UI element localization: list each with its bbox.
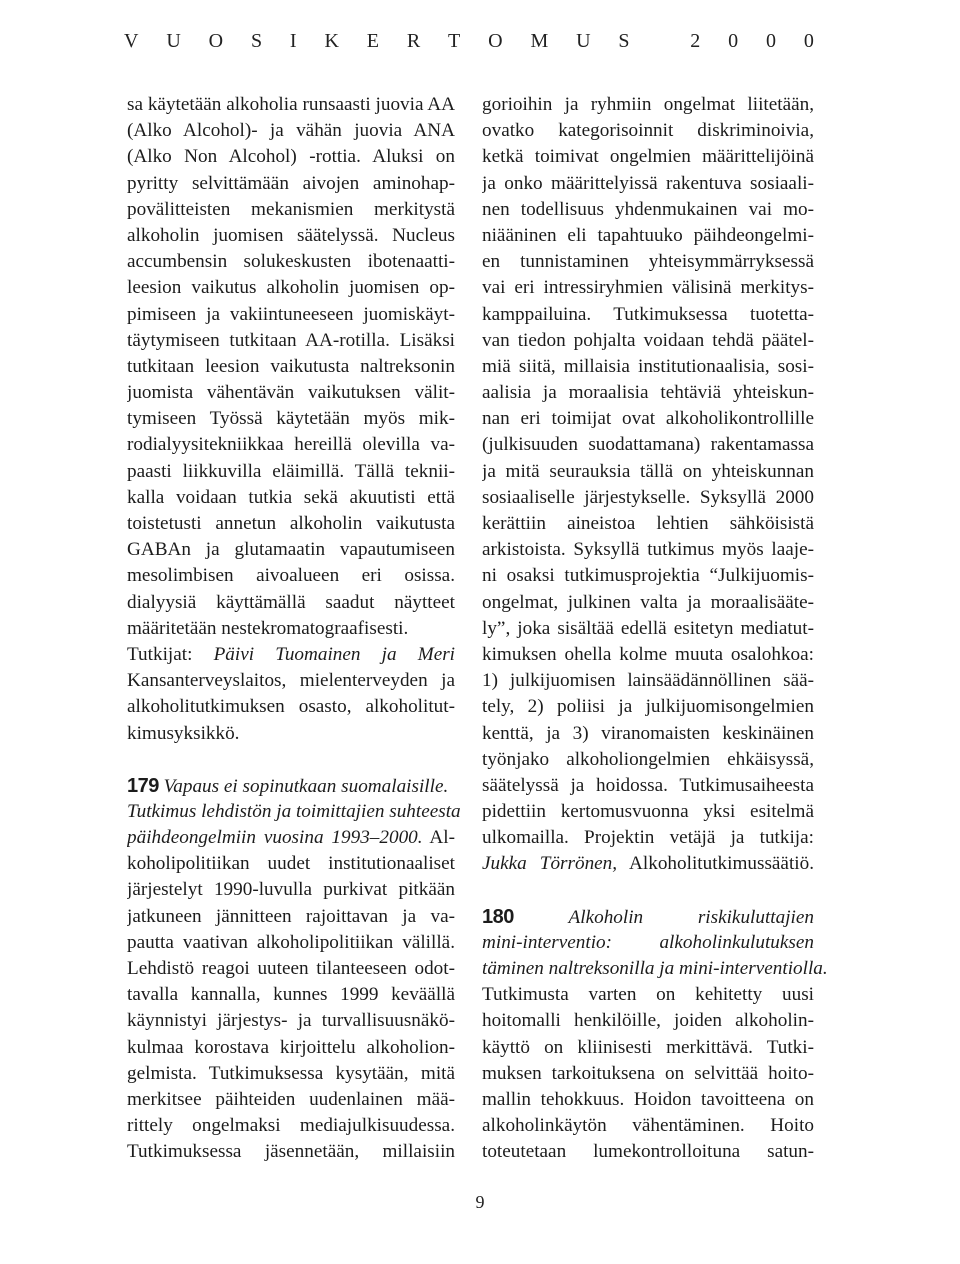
text-line: käyttö on kliinisesti merkittävä. Tutki- bbox=[482, 1036, 814, 1058]
entry-180-title-line bbox=[482, 904, 814, 930]
text-line: dialyysiä käyttämällä saadut näytteet bbox=[127, 591, 455, 613]
text-line: koholipolitiikan uudet institutionaaliset bbox=[127, 853, 455, 875]
text-line: sosiaaliselle järjestykselle. Syksyllä 2000 bbox=[482, 486, 814, 508]
text-line: ja mitä seurauksia tällä on yhteiskunnan bbox=[482, 460, 814, 482]
text-line: ulkomailla. Projektin vetäjä ja tutkija: bbox=[482, 827, 814, 849]
header-letter: 0 bbox=[765, 30, 776, 52]
entry-179-title-3: päihdeongelmiin vuosina 1993–2000. bbox=[127, 827, 423, 849]
header-letter: 0 bbox=[803, 30, 814, 52]
entry-180-body bbox=[482, 982, 814, 1165]
header-letter bbox=[657, 30, 662, 53]
project-leader-name: Jukka Törrönen, bbox=[482, 853, 618, 875]
entry-179 bbox=[127, 773, 461, 1166]
text-line: (Alko Alcohol)- ja vähän juovia ANA bbox=[127, 120, 455, 142]
project-leader-affiliation: Alkoholitutkimussäätiö. bbox=[617, 853, 814, 875]
text-line: käynnistyi järjestys- ja turvallisuusnäkö- bbox=[127, 1010, 455, 1032]
header-letter: O bbox=[488, 30, 503, 52]
text-line: Lehdistö reagoi uuteen tilanteeseen odot- bbox=[127, 958, 455, 979]
running-header bbox=[124, 30, 814, 53]
text-line: pidettiin kertomusvuonna yksi esitelmä bbox=[482, 801, 814, 823]
text-line: täytymiseen tutkitaan AA-rotilla. Lisäksi bbox=[127, 329, 455, 351]
header-letter: U bbox=[576, 30, 591, 52]
entry-179-title-2: Tutkimus lehdistön ja toimittajien suhteesta bbox=[127, 800, 461, 822]
header-letter: E bbox=[366, 30, 379, 52]
text-line: kimuksen ohella kolme muuta osalohkoa: bbox=[482, 643, 814, 665]
text-line: alkoholinkäytön vähentäminen. Hoito bbox=[482, 1115, 814, 1137]
text-line: vai eri intressiryhmien välisinä merkitys- bbox=[482, 277, 814, 299]
text-line: gelmista. Tutkimuksessa kysytään, mitä bbox=[127, 1062, 455, 1084]
text-line: Kansanterveyslaitos, mielenterveyden ja bbox=[127, 670, 455, 692]
text-line: pautta vaativan alkoholipolitiikan välillä. bbox=[127, 931, 455, 953]
text-line: kamppailuina. Tutkimuksessa tuotetta- bbox=[482, 303, 814, 325]
text-line: rodialyysitekniikkaa hereillä olevilla va- bbox=[127, 434, 455, 456]
credits-affiliation bbox=[127, 668, 455, 747]
text-line: Tutkimuksessa jäsennetään, millaisiin bbox=[127, 1141, 455, 1163]
text-line: tely, 2) poliisi ja julkijuomisongelmien bbox=[482, 696, 814, 718]
text-line: alkoholin juomisen säätelyssä. Nucleus bbox=[127, 224, 455, 246]
text-line: pyritty selvittämään aivojen aminohap- bbox=[127, 172, 455, 194]
entry-179-title-tail: Al- bbox=[422, 827, 455, 849]
entry-180-title-2: mini-interventio: alkoholinkulutuksen bbox=[482, 931, 814, 953]
entry-180-title-3: täminen naltreksonilla ja mini-interventiolla. bbox=[482, 958, 828, 979]
credits-label: Tutkijat: bbox=[127, 643, 214, 665]
text-line: van tiedon pohjalta voidaan tehdä päätel- bbox=[482, 329, 814, 351]
text-line: ovatko kategorisoinnit diskriminoivia, bbox=[482, 120, 814, 142]
credits-names: Päivi Tuomainen ja Meri bbox=[213, 643, 455, 665]
text-line: niääninen eli tapahtuuko päihdeongelmi- bbox=[482, 224, 814, 246]
entry-179-title-line-3 bbox=[127, 825, 455, 851]
text-line: ja onko määrittelyissä rakentuva sosiaali- bbox=[482, 172, 814, 194]
credits-line bbox=[127, 642, 455, 668]
header-letter: K bbox=[324, 30, 339, 52]
header-letter: U bbox=[166, 30, 181, 52]
header-letter: V bbox=[124, 30, 139, 52]
text-line: accumbensin solukeskusten ibotenaatti- bbox=[127, 251, 455, 273]
text-line: leesion vaikutus alkoholin juomisen op- bbox=[127, 277, 455, 299]
entry-179-body bbox=[127, 851, 455, 1165]
text-line: Tutkimusta varten on kehitetty uusi bbox=[482, 984, 814, 1006]
text-line: ketkä toimivat ongelmien määrittelijöinä bbox=[482, 146, 814, 168]
text-line: kimusyksikkö. bbox=[127, 722, 240, 744]
text-line: merkitsee päihteiden uudenlainen mää- bbox=[127, 1088, 455, 1110]
text-line: tymiseen Työssä käytetään myös mik- bbox=[127, 408, 455, 430]
left-paragraph bbox=[127, 92, 455, 642]
text-line: kenttä, ja 3) viranomaisten keskinäinen bbox=[482, 722, 814, 744]
text-line: kulmaa korostava kirjoittelu alkoholion- bbox=[127, 1036, 455, 1058]
text-line: ni osaksi tutkimusprojektia “Julkijuomis- bbox=[482, 565, 814, 587]
text-line: GABAn ja glutamaatin vapautumiseen bbox=[127, 539, 455, 561]
text-line: rittely ongelmaksi mediajulkisuudessa. bbox=[127, 1115, 455, 1137]
text-line: arkistoista. Syksyllä tutkimus myös laaje- bbox=[482, 539, 814, 561]
text-line: hoitomalli henkilöille, joiden alkoholin- bbox=[482, 1010, 814, 1032]
right-column bbox=[482, 92, 828, 1166]
text-line: mesolimbisen aivoalueen eri osissa. bbox=[127, 565, 455, 587]
header-letter: T bbox=[448, 30, 461, 52]
header-letter: S bbox=[618, 30, 630, 52]
text-line: määritetään nestekromatograafisesti. bbox=[127, 617, 409, 639]
text-line: paasti liikkuvilla eläimillä. Tällä teknii- bbox=[127, 460, 455, 482]
text-line: pimiseen ja vakiintuneeseen juomiskäyt- bbox=[127, 303, 455, 325]
text-line: muksen tarkoituksena on selvittää hoito- bbox=[482, 1062, 814, 1084]
text-line: ly”, joka sisältää edellä esitetyn mediatut- bbox=[482, 617, 814, 639]
header-letter: 2 bbox=[690, 30, 701, 52]
text-line: toteutetaan lumekontrolloituna satun- bbox=[482, 1141, 814, 1163]
page-number: 9 bbox=[475, 1192, 485, 1212]
entry-179-title-1: Vapaus ei sopinutkaan suomalaisille. bbox=[163, 775, 449, 797]
text-line: juomista vähentävän vaikutuksen välit- bbox=[127, 382, 455, 404]
text-line: jatkuneen jännitteen rajoittavan ja va- bbox=[127, 905, 455, 927]
text-line: nen todellisuus yhdenmukainen vai mo- bbox=[482, 198, 814, 220]
text-line: työnjako alkoholiongelmien ehkäisyssä, bbox=[482, 748, 814, 770]
text-line: (julkisuuden suodattamana) rakentamassa bbox=[482, 434, 814, 456]
text-line: nan eri toimijat ovat alkoholikontrollille bbox=[482, 408, 814, 430]
entry-179-number: 179 bbox=[127, 774, 159, 797]
header-letter: 0 bbox=[728, 30, 739, 52]
text-line: tavalla kannalla, kunnes 1999 keväällä bbox=[127, 984, 455, 1006]
text-line: gorioihin ja ryhmiin ongelmat liitetään, bbox=[482, 94, 814, 115]
text-line: 1) julkijuomisen lainsäädännöllinen sää- bbox=[482, 670, 814, 692]
text-line: en tunnistaminen yhteisymmärryksessä bbox=[482, 251, 814, 273]
project-leader-line bbox=[482, 851, 814, 877]
text-line: aalisia ja moraalisia tehtäviä yhteiskun- bbox=[482, 382, 814, 404]
text-line: miä siitä, millaisia institutionaalisia, sosi- bbox=[482, 355, 814, 377]
text-line: kalla voidaan tutkia sekä akuutisti että bbox=[127, 486, 455, 508]
header-letter: M bbox=[530, 30, 549, 52]
entry-180-title-1: Alkoholin riskikuluttajien bbox=[568, 906, 814, 928]
text-line: ongelmat, julkinen valta ja moraalisääte- bbox=[482, 591, 814, 613]
header-letter: R bbox=[406, 30, 421, 52]
text-line: järjestelyt 1990-luvulla purkivat pitkään bbox=[127, 879, 455, 901]
entry-179-title-line bbox=[127, 773, 455, 799]
text-line: kerättiin aineistoa lehtien sähköisistä bbox=[482, 513, 814, 534]
text-line: sa käytetään alkoholia runsaasti juovia AA bbox=[127, 94, 455, 115]
left-column bbox=[127, 92, 461, 1166]
text-line: toistetusti annetun alkoholin vaikutusta bbox=[127, 513, 455, 534]
entry-180 bbox=[482, 904, 828, 1166]
header-letter: S bbox=[250, 30, 263, 52]
header-letter: I bbox=[289, 30, 297, 52]
text-line: (Alko Non Alcohol) -rottia. Aluksi on bbox=[127, 146, 455, 168]
text-line: säätelyssä ja hoidossa. Tutkimusaiheesta bbox=[482, 774, 814, 796]
right-paragraph bbox=[482, 92, 814, 851]
text-line: tutkitaan leesion vaikutusta naltreksonin bbox=[127, 355, 455, 377]
header-letter: O bbox=[208, 30, 224, 52]
text-line: povälitteisten mekanismien merkitystä bbox=[127, 198, 455, 220]
text-line: mallin tehokkuus. Hoidon tavoitteena on bbox=[482, 1088, 814, 1110]
entry-180-number: 180 bbox=[482, 905, 514, 928]
text-line: alkoholitutkimuksen osasto, alkoholitut- bbox=[127, 696, 455, 718]
